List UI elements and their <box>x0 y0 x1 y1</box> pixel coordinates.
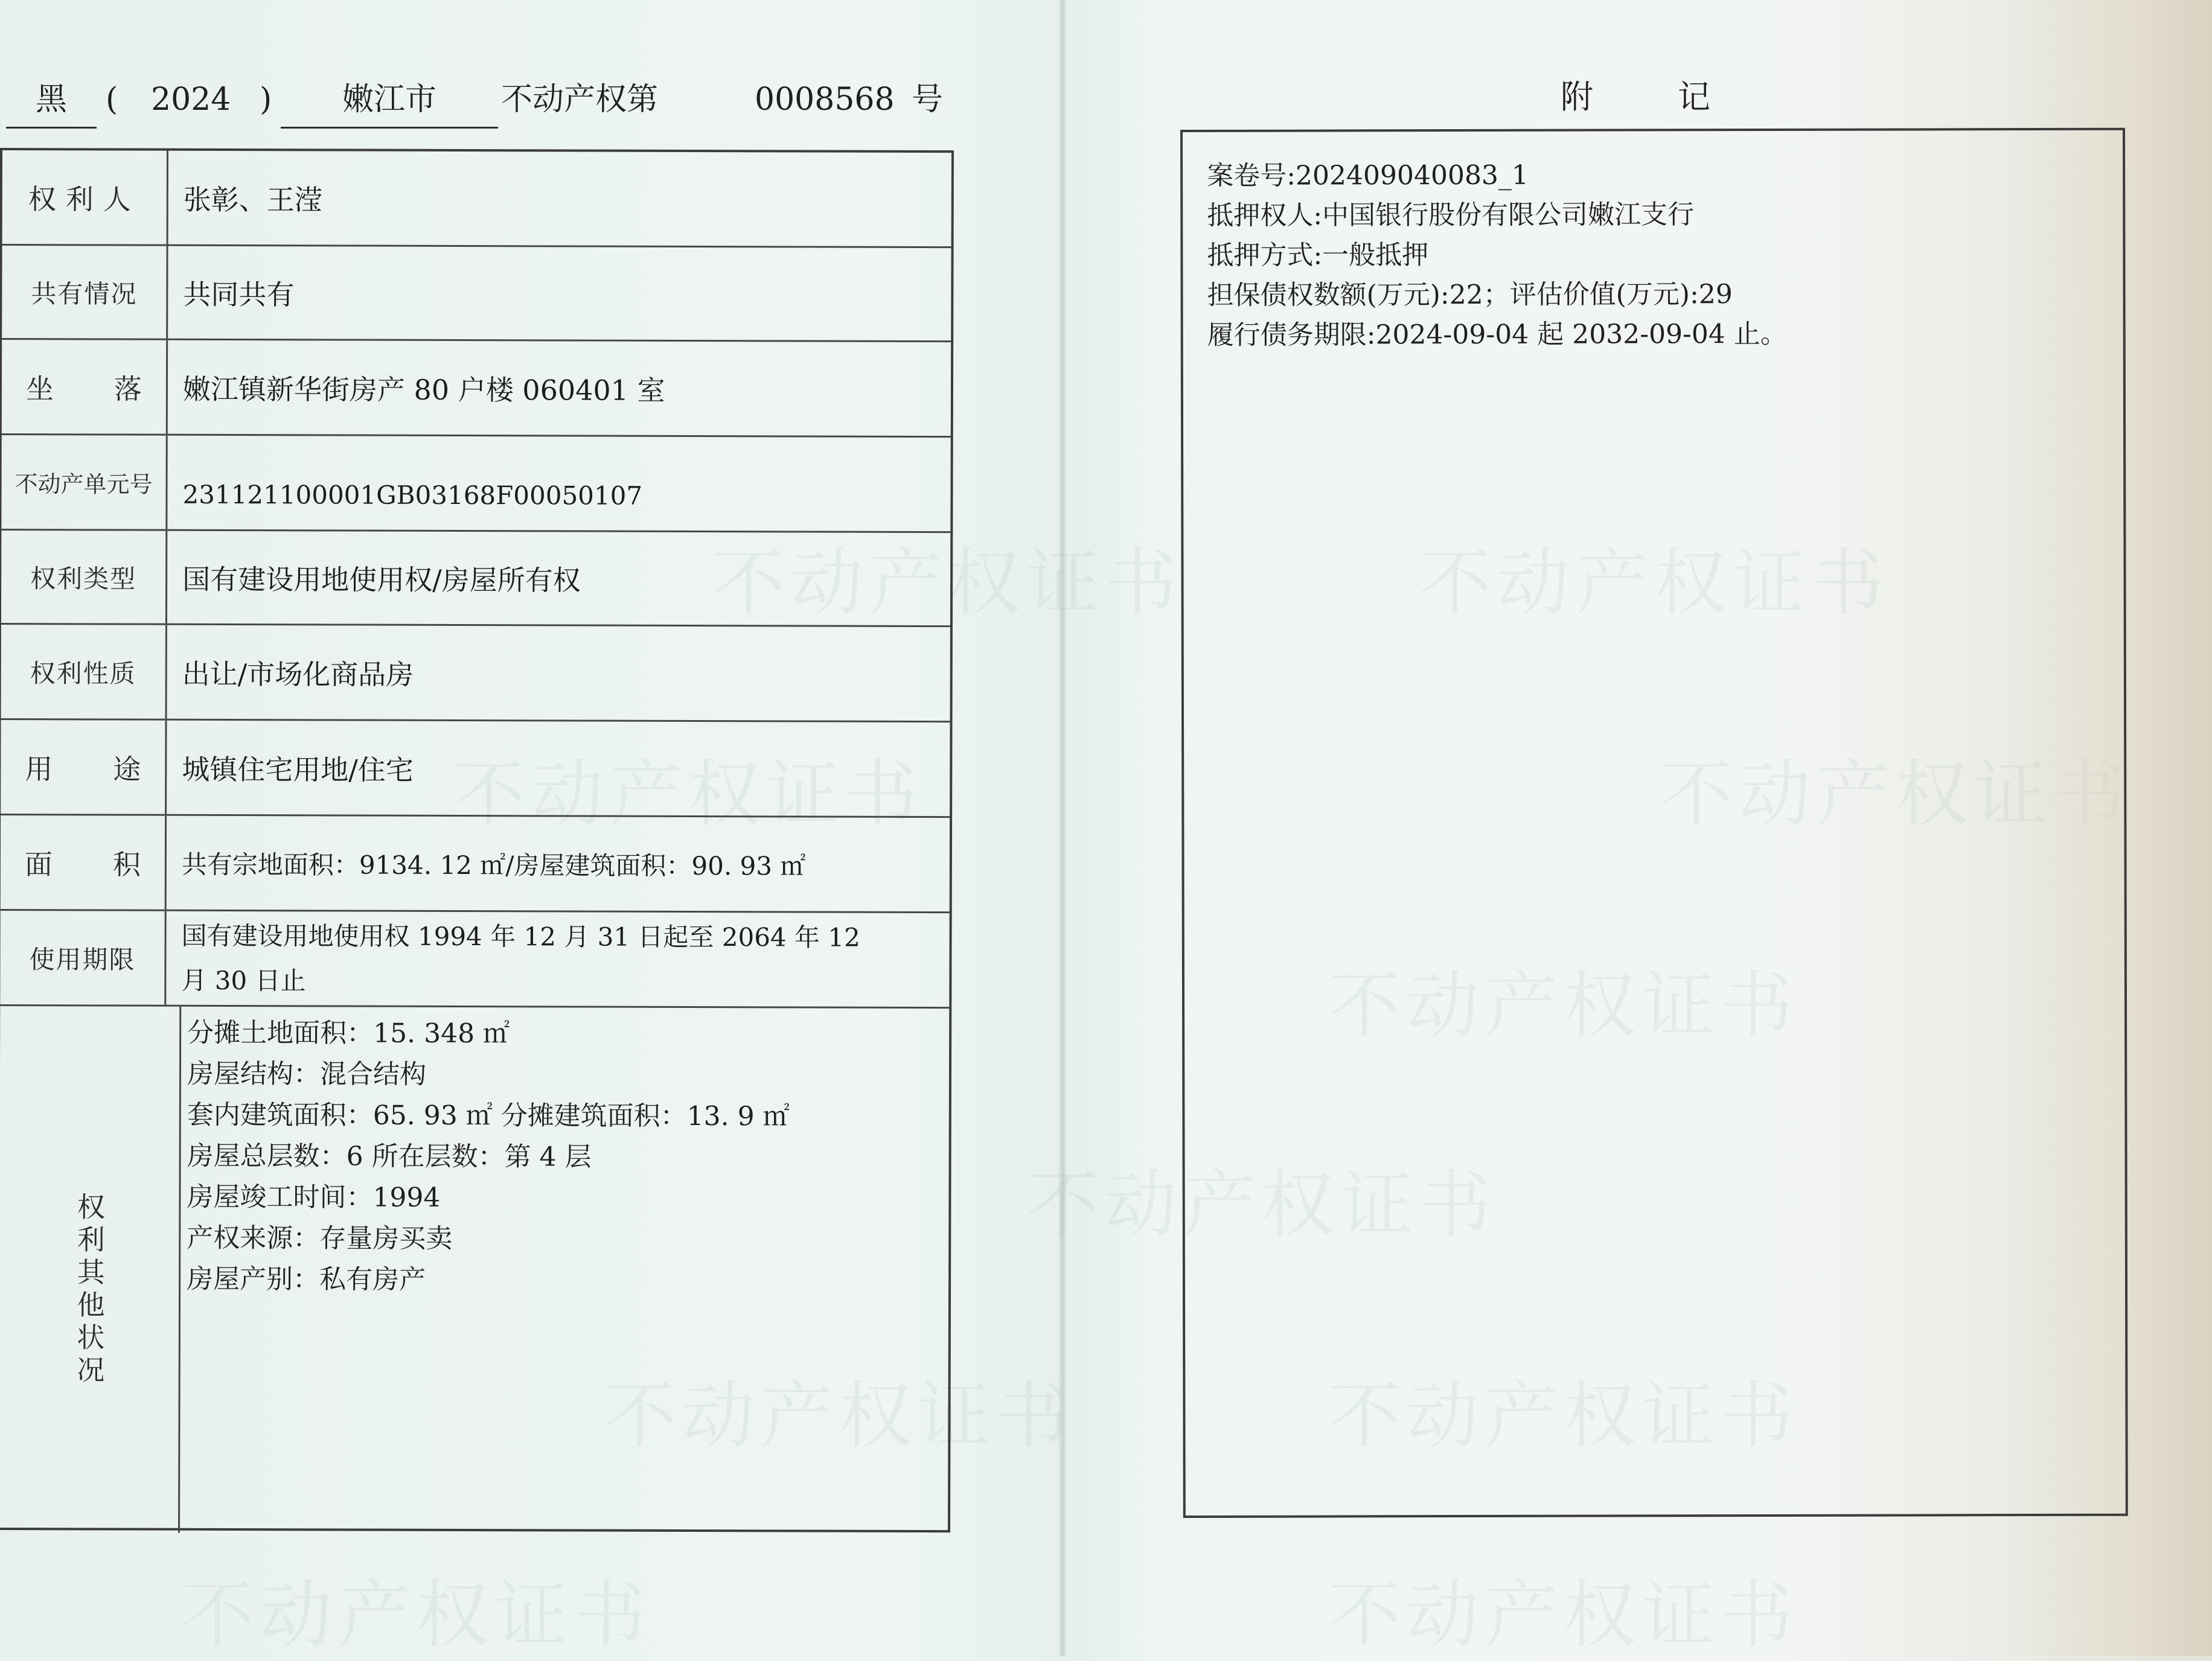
annex-title: 附记 <box>1561 78 1795 116</box>
value-term <box>181 911 937 1007</box>
certificate-number-line <box>0 72 978 139</box>
city-name: 嫩江市 <box>281 72 498 129</box>
label-unit-number: 不动产单元号 <box>1 435 167 529</box>
watermark-text: 不动产权证书 <box>1660 753 2131 837</box>
watermark-text: 不动产权证书 <box>453 753 924 837</box>
property-info-table <box>0 148 954 1532</box>
open-paren: ( <box>106 81 118 118</box>
value-right-type: 国有建设用地使用权/房屋所有权 <box>182 563 581 597</box>
label-area-b: 积 <box>112 847 141 881</box>
annex-line: 履行债务期限:2024-09-04 起 2032-09-04 止。 <box>1207 318 1787 351</box>
value-term-line2: 月 30 日止 <box>181 965 306 995</box>
watermark-text: 不动产权证书 <box>604 1374 1075 1458</box>
label-location-b: 落 <box>113 372 142 406</box>
value-unit-number: 231121100001GB03168F00050107 <box>182 479 643 511</box>
watermark-text: 不动产权证书 <box>1419 541 1890 625</box>
row-usage <box>1 720 950 818</box>
left-page <box>0 0 1063 1656</box>
label-area <box>1 815 167 910</box>
annex-line: 案卷号:202409040083_1 <box>1207 159 1529 191</box>
watermark-text: 不动产权证书 <box>1328 1573 1799 1657</box>
annex-line: 担保债权数额(万元):22；评估价值(万元):29 <box>1207 279 1733 311</box>
annex-box <box>1180 128 2128 1518</box>
other-line: 房屋结构：混合结构 <box>187 1058 427 1090</box>
watermark-text: 不动产权证书 <box>712 541 1183 625</box>
label-right-holder: 权利人 <box>2 150 168 244</box>
label-usage <box>1 720 167 814</box>
row-right-type <box>1 531 950 627</box>
value-co-ownership: 共同共有 <box>183 278 295 311</box>
label-area-a: 面 <box>24 847 53 881</box>
label-location-a: 坐 <box>25 372 54 405</box>
other-line: 房屋竣工时间：1994 <box>187 1181 441 1213</box>
year: 2024 <box>151 81 231 118</box>
label-term: 使用期限 <box>0 911 166 1005</box>
label-location <box>2 340 168 434</box>
row-co-ownership <box>2 246 951 342</box>
other-status-details <box>187 1013 937 1302</box>
annex-line: 抵押权人:中国银行股份有限公司嫩江支行 <box>1207 199 1695 231</box>
watermark-text: 不动产权证书 <box>1328 964 1799 1048</box>
other-line: 套内建筑面积：65. 93 ㎡ 分摊建筑面积：13. 9 ㎡ <box>187 1099 790 1132</box>
annex-content <box>1207 155 2111 355</box>
row-term <box>0 911 949 1009</box>
value-usage: 城镇住宅用地/住宅 <box>182 753 414 786</box>
value-right-holder: 张彰、王滢 <box>183 183 322 216</box>
row-area <box>1 815 950 913</box>
annex-line: 抵押方式:一般抵押 <box>1207 240 1429 271</box>
label-other-status <box>0 1006 181 1533</box>
value-area: 共有宗地面积：9134. 12 ㎡/房屋建筑面积：90. 93 ㎡ <box>181 849 806 881</box>
cert-label: 不动产权第 <box>501 81 659 118</box>
watermark-text: 不动产权证书 <box>181 1573 652 1657</box>
other-line: 分摊土地面积：15. 348 ㎡ <box>187 1017 510 1050</box>
label-other-status-text: 权利其他状况 <box>72 1192 106 1388</box>
label-co-ownership: 共有情况 <box>2 246 168 339</box>
label-usage-b: 途 <box>113 752 141 786</box>
other-line: 产权来源：存量房买卖 <box>187 1222 453 1254</box>
row-other-status <box>0 1006 949 1535</box>
row-right-holder <box>2 150 951 248</box>
label-right-type: 权利类型 <box>1 531 167 623</box>
province-abbr: 黑 <box>6 72 97 129</box>
value-location: 嫩江镇新华街房产 80 户楼 060401 室 <box>182 372 665 407</box>
watermark-text: 不动产权证书 <box>1026 1163 1497 1247</box>
value-term-line1: 国有建设用地使用权 1994 年 12 月 31 日起至 2064 年 12 <box>181 920 860 952</box>
cert-number: 0008568 <box>755 81 895 118</box>
row-right-nature <box>1 625 950 722</box>
label-right-nature: 权利性质 <box>1 625 167 719</box>
cert-suffix: 号 <box>912 81 944 118</box>
row-location <box>2 340 951 438</box>
row-unit-number <box>1 435 950 533</box>
label-usage-a: 用 <box>25 752 53 785</box>
other-line: 房屋总层数：6 所在层数：第 4 层 <box>187 1140 592 1173</box>
value-right-nature: 出让/市场化商品房 <box>182 657 414 691</box>
watermark-text: 不动产权证书 <box>1328 1374 1799 1458</box>
close-paren: ) <box>260 81 272 118</box>
other-line: 房屋产别：私有房产 <box>187 1263 426 1295</box>
